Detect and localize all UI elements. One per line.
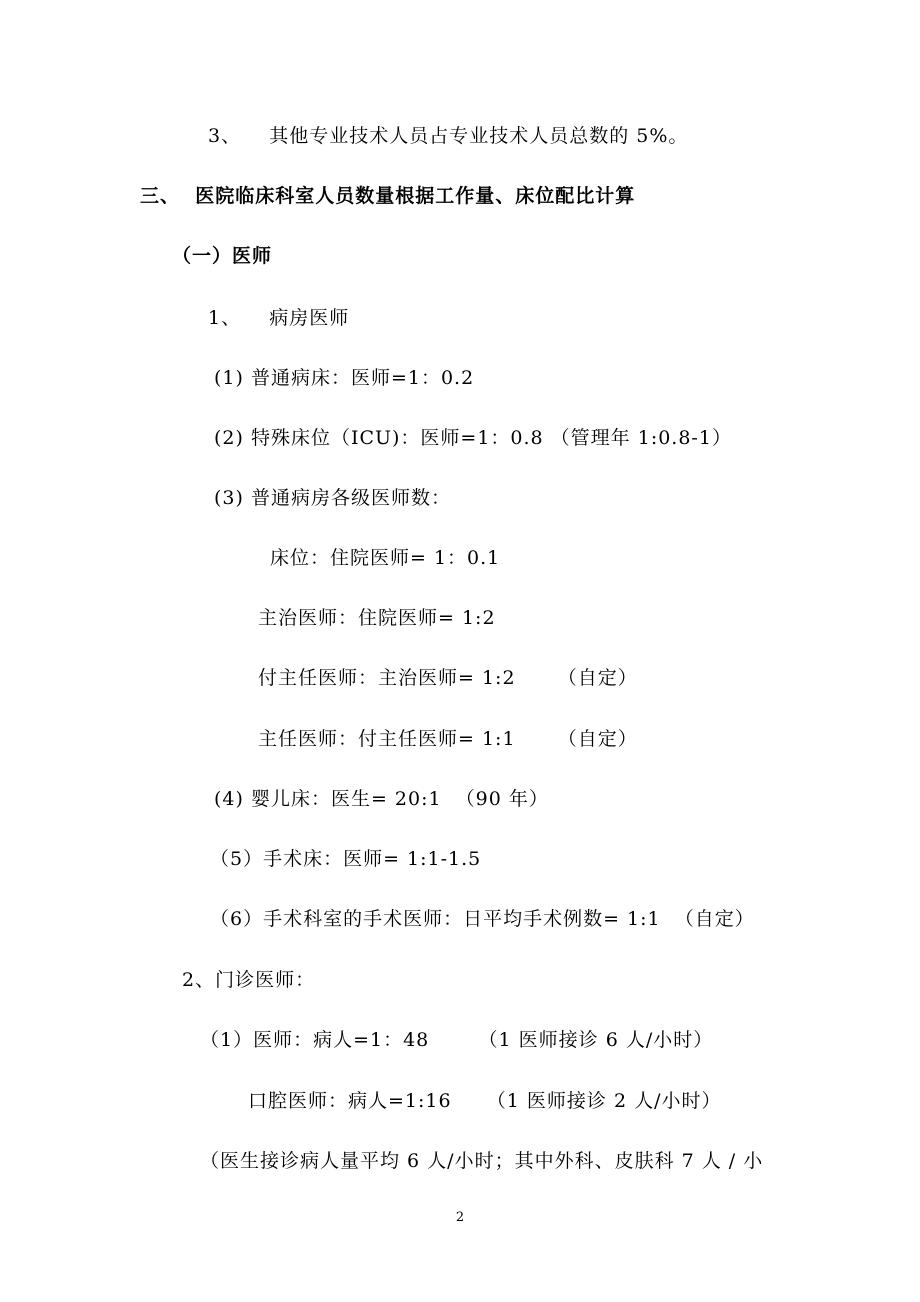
ratio-attending-residents: 主治医师：住院医师= 1:2 [258,607,496,629]
item-outpatient-doctors: 2、门诊医师： [182,969,316,991]
item-general-beds: (1) 普通病床：医师=1：0.2 [214,367,475,389]
subsection-heading-doctors: （一）医师 [172,245,273,267]
paragraph-other-tech-staff: 3、 其他专业技术人员占专业技术人员总数的 5%。 [208,125,689,147]
item-icu-beds: (2) 特殊床位（ICU)：医师=1：0.8 （管理年 1:0.8-1） [214,427,732,449]
item-surgical-beds: （5）手术床：医师= 1:1-1.5 [210,848,482,870]
ratio-chief-associate: 主任医师：付主任医师= 1:1 （自定） [258,728,638,750]
item-ward-doctor-levels: (3) 普通病房各级医师数： [214,487,451,509]
item-ward-doctors: 1、 病房医师 [208,307,350,329]
ratio-doctor-patient: （1）医师：病人=1：48 （1 医师接诊 6 人/小时） [200,1029,714,1051]
item-infant-beds: (4) 婴儿床：医生= 20:1 （90 年） [214,788,549,810]
note-patient-volume: （医生接诊病人量平均 6 人/小时；其中外科、皮肤科 7 人 / 小 [200,1150,764,1172]
item-surgical-doctors: （6）手术科室的手术医师：日平均手术例数= 1:1 （自定） [210,908,755,930]
ratio-dental-patient: 口腔医师：病人=1:16 （1 医师接诊 2 人/小时） [248,1090,722,1112]
ratio-beds-residents: 床位：住院医师= 1：0.1 [270,547,501,569]
page-number: 2 [455,1210,465,1225]
section-heading-three: 三、 医院临床科室人员数量根据工作量、床位配比计算 [140,185,636,207]
ratio-associate-attending: 付主任医师：主治医师= 1:2 （自定） [258,667,638,689]
